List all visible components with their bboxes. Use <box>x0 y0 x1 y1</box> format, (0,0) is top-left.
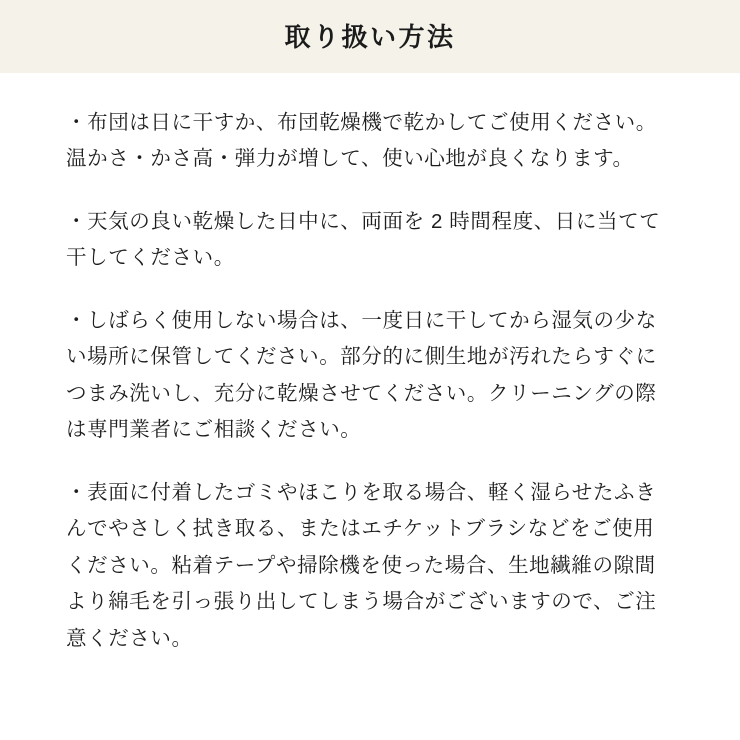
instruction-paragraph: ・しばらく使用しない場合は、一度日に干してから湿気の少ない場所に保管してください。部分的に側生地が汚れたらすぐにつまみ洗いし、充分に乾燥させてください。クリーニングの際は専門業者にご相談ください。 <box>66 308 657 442</box>
page-title-band <box>0 0 740 73</box>
instruction-paragraph: ・布団は日に干すか、布団乾燥機で乾かしてご使用ください。温かさ・かさ高・弾力が増して、使い心地が良くなります。 <box>66 111 657 171</box>
page-title: 取り扱い方法 <box>284 23 456 52</box>
instruction-paragraph: ・表面に付着したゴミやほこりを取る場合、軽く湿らせたふきんでやさしく拭き取る、またはエチケットブラシなどをご使用ください。粘着テープや掃除機を使った場合、生地繊維の隙間より綿毛を引っ張り出してしまう場合がございますので、ご注意ください。 <box>66 480 657 650</box>
instruction-paragraph: ・天気の良い乾燥した日中に、両面を 2 時間程度、日に当てて干してください。 <box>66 209 661 270</box>
instructions-content <box>0 73 740 740</box>
